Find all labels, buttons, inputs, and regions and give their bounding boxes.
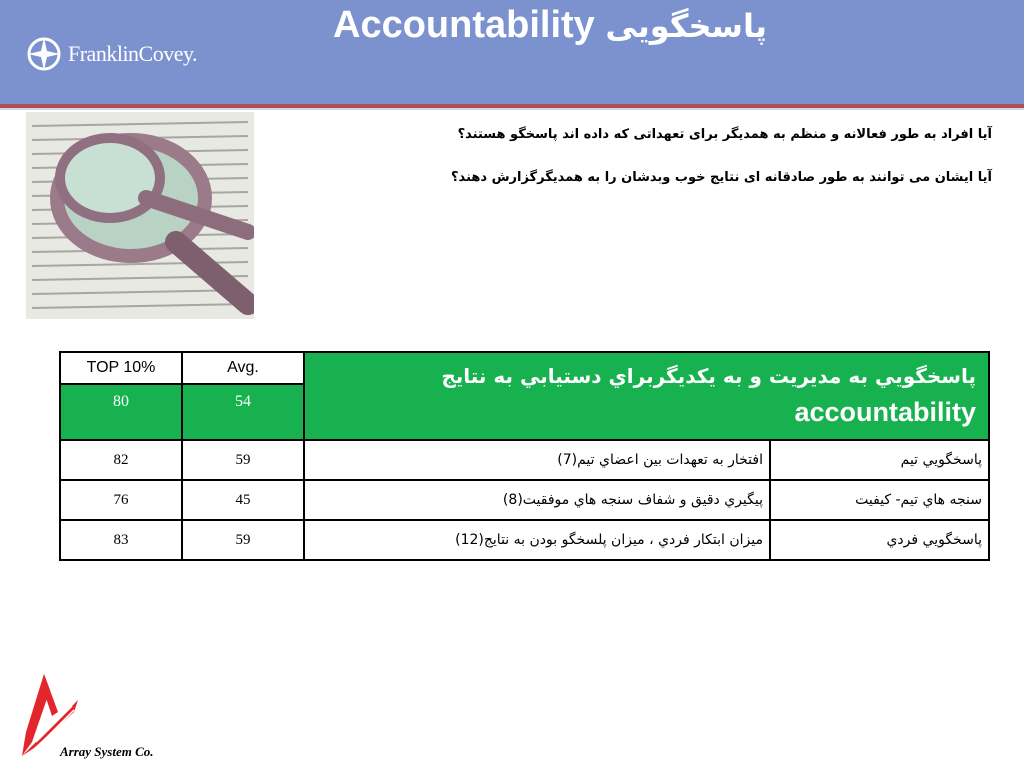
- page-title: [250, 4, 850, 47]
- row-description: افتخار به تعهدات بين اعضاي تيم(7): [304, 440, 770, 480]
- row-top-value: 83: [60, 520, 182, 560]
- magnifying-glass-photo: [26, 112, 254, 319]
- table-heading-english: accountability: [794, 397, 976, 427]
- table-header-row: [60, 352, 989, 384]
- table-row: [60, 440, 989, 480]
- summary-top-value: 80: [60, 384, 182, 440]
- title-persian: پاسخگویی: [605, 7, 767, 45]
- franklincovey-logo: [26, 36, 197, 72]
- question-1: آیا افراد به طور فعالانه و منظم به همدیگر برای تعهداتی که داده اند پاسخگو هستند؟: [457, 127, 992, 142]
- row-top-value: 82: [60, 440, 182, 480]
- table-row: [60, 480, 989, 520]
- compass-icon: [26, 36, 62, 72]
- accountability-table: [59, 351, 990, 561]
- col-top-header: TOP 10%: [60, 352, 182, 384]
- logo-text: FranklinCovey.: [68, 41, 198, 66]
- col-avg-header: Avg.: [182, 352, 304, 384]
- row-avg-value: 45: [182, 480, 304, 520]
- table-row: [60, 520, 989, 560]
- title-english: Accountability: [333, 4, 595, 46]
- row-avg-value: 59: [182, 440, 304, 480]
- summary-avg-value: 54: [182, 384, 304, 440]
- table-heading-persian: پاسخگويي به مديريت و به يكديگربراي دستيابي به نتايج: [441, 364, 976, 388]
- row-description: پيگيري دقيق و شفاف سنجه هاي موفقيت(8): [304, 480, 770, 520]
- row-avg-value: 59: [182, 520, 304, 560]
- header-shadow: [0, 108, 1024, 110]
- table-heading: [304, 352, 989, 440]
- row-category: پاسخگويي فردي: [770, 520, 989, 560]
- row-description: ميزان ابتكار فردي ، ميزان پلسخگو بودن به نتايج(12): [304, 520, 770, 560]
- row-category: پاسخگويي تيم: [770, 440, 989, 480]
- company-name: Array System Co.: [60, 744, 154, 759]
- row-category: سنجه هاي تيم- كيفيت: [770, 480, 989, 520]
- question-2: آیا ایشان می توانند به طور صادقانه ای نتایج خوب وبدشان را به همدیگرگزارش دهند؟: [451, 170, 992, 185]
- row-top-value: 76: [60, 480, 182, 520]
